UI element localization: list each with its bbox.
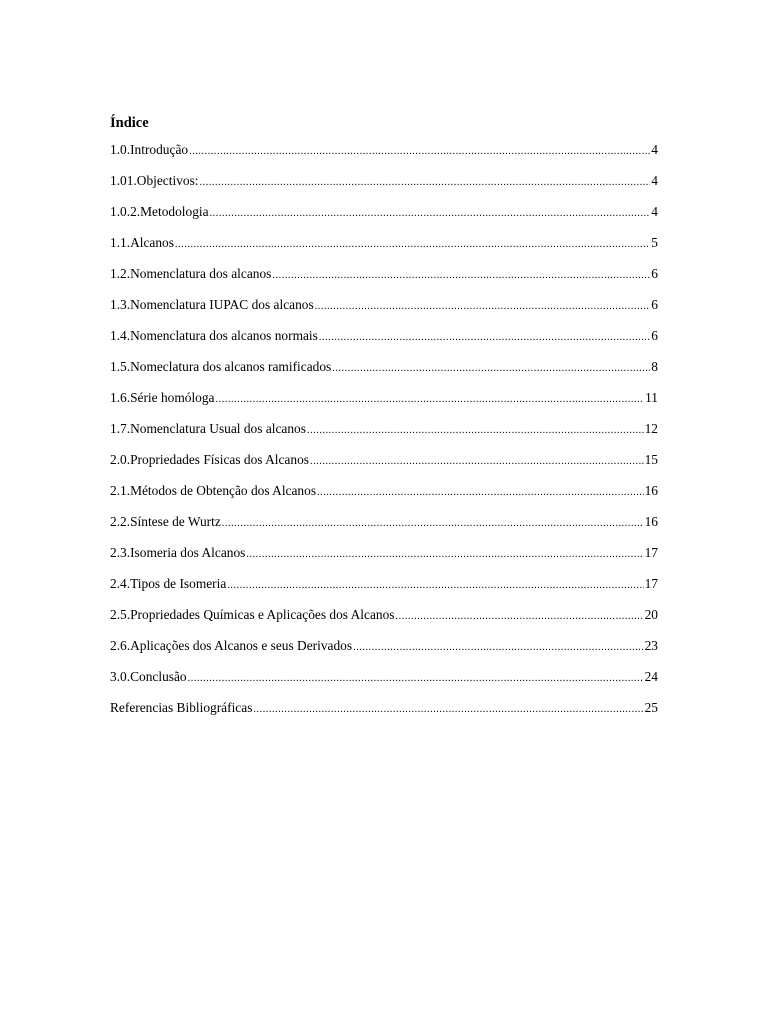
table-of-contents xyxy=(110,141,658,730)
toc-entry-page-number: 6 xyxy=(651,297,658,312)
toc-entry-label: 1.01.Objectivos: xyxy=(110,173,199,188)
toc-entry[interactable] xyxy=(110,606,658,637)
toc-entry[interactable] xyxy=(110,358,658,389)
toc-entry[interactable] xyxy=(110,637,658,668)
toc-entry-label: 3.0.Conclusão xyxy=(110,669,187,684)
toc-dot-leader xyxy=(210,205,651,223)
toc-entry[interactable] xyxy=(110,482,658,513)
toc-entry-label: 1.2.Nomenclatura dos alcanos xyxy=(110,266,272,281)
toc-entry-page-number: 15 xyxy=(644,452,658,467)
toc-entry-page-number: 12 xyxy=(644,421,658,436)
toc-entry-page-number: 6 xyxy=(651,328,658,343)
toc-entry[interactable] xyxy=(110,389,658,420)
toc-entry-page-number: 20 xyxy=(644,607,658,622)
toc-entry-page-number: 17 xyxy=(644,576,658,591)
toc-entry-page-number: 4 xyxy=(651,173,658,188)
toc-dot-leader xyxy=(307,422,644,440)
toc-dot-leader xyxy=(353,639,644,657)
toc-entry[interactable] xyxy=(110,141,658,172)
toc-dot-leader xyxy=(319,329,650,347)
toc-entry-label: 2.5.Propriedades Químicas e Aplicações dos Alcanos xyxy=(110,607,395,622)
toc-dot-leader xyxy=(253,701,643,719)
toc-dot-leader xyxy=(200,174,651,192)
toc-entry-label: 1.0.2.Metodologia xyxy=(110,204,209,219)
toc-entry-label: 1.1.Alcanos xyxy=(110,235,174,250)
toc-entry-page-number: 16 xyxy=(644,514,658,529)
toc-dot-leader xyxy=(396,608,644,626)
toc-entry-label: 1.7.Nomenclatura Usual dos alcanos xyxy=(110,421,306,436)
toc-entry-page-number: 5 xyxy=(651,235,658,250)
toc-entry-page-number: 6 xyxy=(651,266,658,281)
toc-entry-page-number: 4 xyxy=(651,142,658,157)
toc-entry[interactable] xyxy=(110,420,658,451)
toc-entry-label: 1.5.Nomeclatura dos alcanos ramificados xyxy=(110,359,332,374)
toc-entry-page-number: 11 xyxy=(645,390,658,405)
toc-entry[interactable] xyxy=(110,327,658,358)
toc-entry-label: Referencias Bibliográficas xyxy=(110,700,253,715)
toc-dot-leader xyxy=(332,360,650,378)
toc-entry-label: 2.3.Isomeria dos Alcanos xyxy=(110,545,246,560)
toc-entry-label: 2.6.Aplicações dos Alcanos e seus Derivados xyxy=(110,638,353,653)
toc-dot-leader xyxy=(175,236,650,254)
toc-entry[interactable] xyxy=(110,172,658,203)
toc-entry[interactable] xyxy=(110,575,658,606)
toc-entry-label: 1.0.Introdução xyxy=(110,142,189,157)
toc-dot-leader xyxy=(272,267,650,285)
toc-dot-leader xyxy=(246,546,643,564)
toc-dot-leader xyxy=(310,453,644,471)
toc-entry-label: 1.6.Série homóloga xyxy=(110,390,215,405)
toc-entry-label: 1.3.Nomenclatura IUPAC dos alcanos xyxy=(110,297,314,312)
toc-dot-leader xyxy=(227,577,643,595)
toc-dot-leader xyxy=(216,391,645,409)
toc-entry-page-number: 17 xyxy=(644,545,658,560)
toc-entry-label: 2.0.Propriedades Físicas dos Alcanos xyxy=(110,452,309,467)
toc-entry[interactable] xyxy=(110,296,658,327)
toc-entry-label: 2.1.Métodos de Obtenção dos Alcanos xyxy=(110,483,317,498)
toc-entry-page-number: 8 xyxy=(651,359,658,374)
toc-dot-leader xyxy=(189,143,650,161)
toc-entry-page-number: 25 xyxy=(644,700,658,715)
toc-entry-page-number: 23 xyxy=(644,638,658,653)
toc-entry[interactable] xyxy=(110,668,658,699)
toc-title: Índice xyxy=(110,115,149,131)
toc-entry-page-number: 24 xyxy=(644,669,658,684)
toc-entry[interactable] xyxy=(110,699,658,730)
toc-entry[interactable] xyxy=(110,544,658,575)
toc-dot-leader xyxy=(222,515,644,533)
toc-dot-leader xyxy=(315,298,651,316)
toc-entry-page-number: 16 xyxy=(644,483,658,498)
toc-entry[interactable] xyxy=(110,203,658,234)
toc-dot-leader xyxy=(317,484,644,502)
toc-entry-label: 1.4.Nomenclatura dos alcanos normais xyxy=(110,328,318,343)
toc-entry[interactable] xyxy=(110,451,658,482)
toc-entry-label: 2.2.Síntese de Wurtz xyxy=(110,514,221,529)
toc-dot-leader xyxy=(188,670,644,688)
toc-entry[interactable] xyxy=(110,513,658,544)
toc-entry[interactable] xyxy=(110,265,658,296)
toc-entry-label: 2.4.Tipos de Isomeria xyxy=(110,576,227,591)
toc-entry[interactable] xyxy=(110,234,658,265)
toc-entry-page-number: 4 xyxy=(651,204,658,219)
